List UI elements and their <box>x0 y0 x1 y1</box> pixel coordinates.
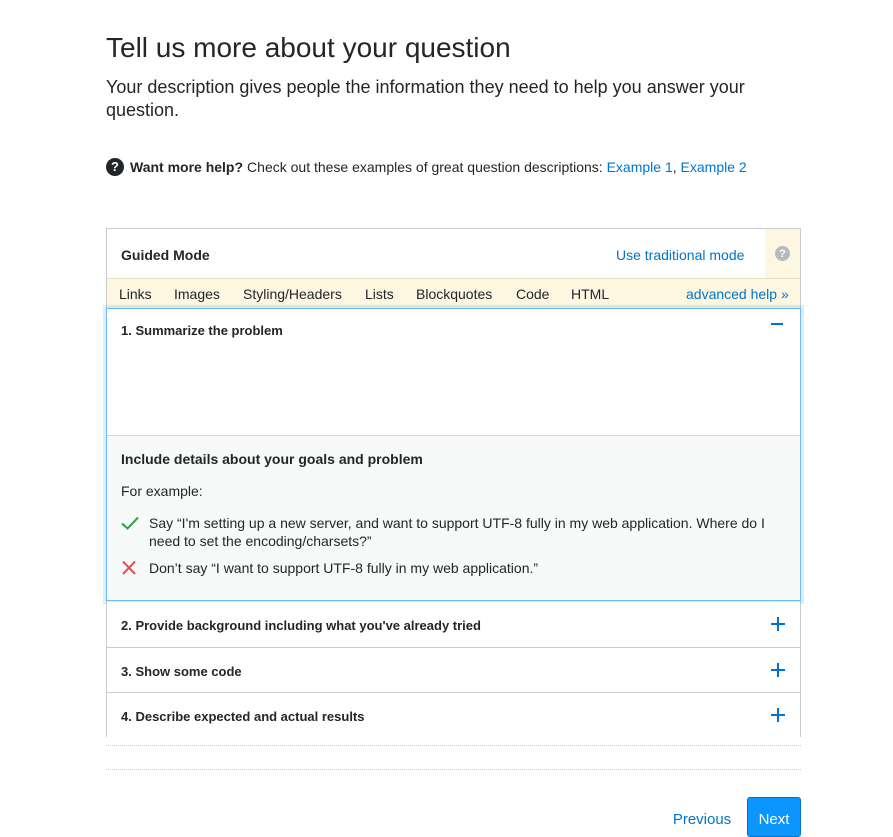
divider <box>106 769 801 770</box>
help-bold: Want more help? <box>130 159 244 175</box>
checkmark-icon <box>121 514 149 550</box>
toolbar-html[interactable]: HTML <box>571 286 610 302</box>
step-3-row[interactable] <box>107 647 800 692</box>
guided-header <box>107 229 800 278</box>
editor-help-button[interactable] <box>765 229 800 278</box>
help-circle-icon: ? <box>775 246 790 261</box>
tips-for-example: For example: <box>121 483 203 499</box>
step-3-title: 3. Show some code <box>121 664 242 679</box>
guided-editor <box>106 228 801 737</box>
example-1-link[interactable]: Example 1 <box>606 159 673 175</box>
good-example-text: Say “I'm setting up a new server, and want to support UTF-8 fully in my web application. Where do I need to set the encoding/charsets?” <box>149 515 765 549</box>
plus-icon <box>771 708 785 722</box>
step-2-title: 2. Provide background including what you've already tried <box>121 618 481 633</box>
step-1-title: 1. Summarize the problem <box>121 323 283 338</box>
help-text: Check out these examples of great question descriptions: <box>247 159 603 175</box>
step-4-title: 4. Describe expected and actual results <box>121 709 365 724</box>
step-4-row[interactable] <box>107 692 800 737</box>
good-example <box>121 514 789 550</box>
previous-button[interactable]: Previous <box>672 810 732 828</box>
divider <box>106 745 801 746</box>
advanced-help-link[interactable]: advanced help » <box>686 286 789 302</box>
collapse-step-1-button[interactable] <box>767 315 787 333</box>
help-separator: , <box>672 159 677 175</box>
step-1-textarea[interactable] <box>107 344 800 435</box>
bad-example-text: Don’t say “I want to support UTF-8 fully in my web application.” <box>149 560 539 576</box>
example-2-link[interactable]: Example 2 <box>680 159 747 175</box>
toolbar-links[interactable]: Links <box>119 286 152 302</box>
guided-mode-title: Guided Mode <box>121 247 210 263</box>
page-subtitle: Your description gives people the information they need to help you answer your question. <box>106 77 745 120</box>
step-1-panel <box>106 308 801 601</box>
tips-heading: Include details about your goals and problem <box>121 451 423 467</box>
help-toolbar <box>107 278 800 308</box>
plus-icon <box>771 663 785 677</box>
minus-icon <box>771 323 783 325</box>
plus-icon <box>771 617 785 631</box>
step-1-tips <box>107 435 800 600</box>
toolbar-code[interactable]: Code <box>516 286 550 302</box>
bad-example <box>121 559 789 577</box>
toolbar-lists[interactable]: Lists <box>365 286 394 302</box>
cross-icon <box>121 559 149 577</box>
help-line <box>106 158 747 176</box>
next-button[interactable]: Next <box>747 797 801 837</box>
step-2-row[interactable] <box>107 602 800 647</box>
use-traditional-mode-link[interactable]: Use traditional mode <box>616 247 745 263</box>
page-title: Tell us more about your question <box>106 32 511 63</box>
toolbar-styling-headers[interactable]: Styling/Headers <box>243 286 342 302</box>
toolbar-images[interactable]: Images <box>174 286 220 302</box>
question-circle-icon: ? <box>106 158 124 176</box>
toolbar-blockquotes[interactable]: Blockquotes <box>416 286 493 302</box>
